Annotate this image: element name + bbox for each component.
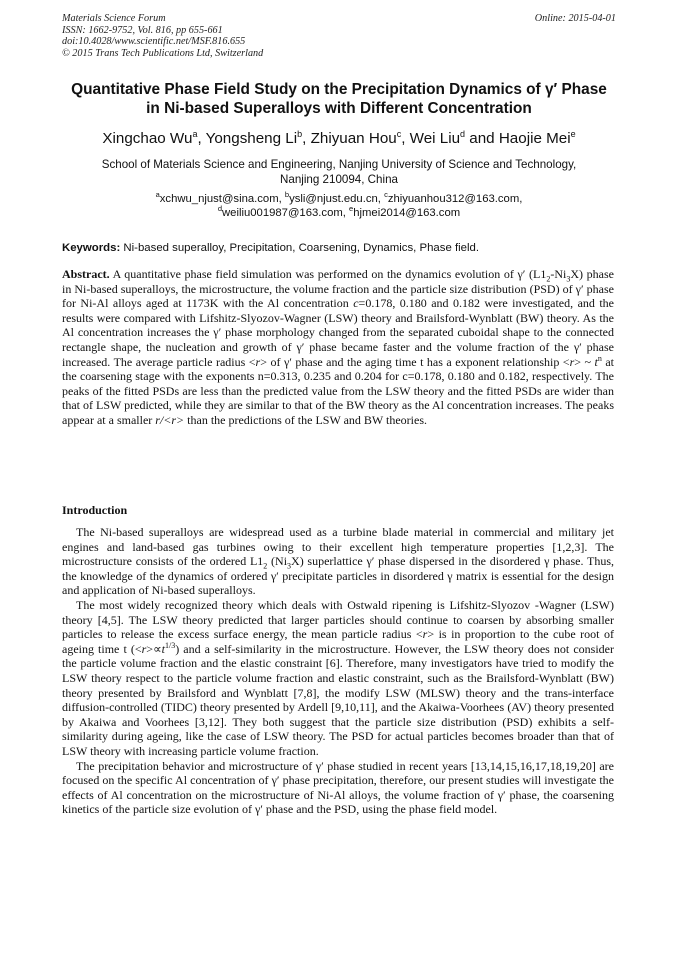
- author-mark: b: [297, 128, 303, 139]
- math-var: r: [422, 627, 428, 642]
- intro-text: The most widely recognized theory which deals with Ostwald ripening is Lifshitz-Slyozov -Wagner (LSW) theory [4,5]. The LSW theory predicted that larger particles should continue to coarsen by absorbing smaller particles to release the excess surface energy, the mean particle radius <: [62, 597, 614, 642]
- math-var: t: [594, 354, 598, 369]
- abstract-text: X) phase in Ni-based superalloys, the microstructure, the volume fraction and the particle size distribution (PSD) of γ′ phase for Ni-Al alloys aged at 1173K with the Al concentration: [62, 267, 614, 311]
- author-name: Zhiyuan Hou: [310, 130, 397, 147]
- author-separator: and: [465, 130, 499, 147]
- math-var: r: [569, 354, 575, 369]
- introduction-body: [62, 525, 614, 817]
- email-mark: e: [349, 204, 354, 214]
- intro-text: > is in proportion to the cube root of ageing time t (<: [62, 627, 614, 656]
- keywords: [62, 241, 616, 255]
- subscript: 3: [566, 274, 571, 284]
- intro-text: >∝: [146, 641, 162, 656]
- journal-issn: ISSN: 1662-9752, Vol. 816, pp 655-661: [62, 24, 223, 36]
- abstract-text: A quantitative phase field simulation was performed on the dynamics evolution of γ′ (L1: [109, 267, 547, 281]
- paper-title: [50, 80, 628, 118]
- author-mark: a: [192, 128, 198, 139]
- abstract-text: than the predictions of the LSW and BW theories.: [184, 412, 427, 427]
- title-line-1: Quantitative Phase Field Study on the Precipitation Dynamics of γ′ Phase: [71, 81, 607, 98]
- email-line-1: [58, 192, 620, 206]
- email-link[interactable]: hjmei2014@163.com: [353, 207, 461, 219]
- journal-header: [62, 13, 616, 59]
- intro-text: X) superlattice γ′ phase dispersed in the disordered γ phase. Thus, the knowledge of the dynamics of ordered γ′ precipitate particles in disordered γ matrix is essential for the design and application of Ni-based superalloys.: [62, 554, 614, 598]
- keywords-text: Ni-based superalloy, Precipitation, Coarsening, Dynamics, Phase field.: [120, 242, 479, 254]
- author-mark: c: [396, 128, 402, 139]
- intro-text: (Ni: [267, 554, 288, 569]
- journal-doi: doi:10.4028/www.scientific.net/MSF.816.655: [62, 36, 246, 48]
- email-link[interactable]: xchwu_njust@sina.com,: [159, 193, 285, 205]
- superscript: n: [597, 353, 602, 363]
- author-separator: ,: [197, 130, 206, 147]
- abstract-text: > ~: [574, 354, 595, 369]
- email-link[interactable]: weiliu001987@163.com,: [222, 207, 350, 219]
- intro-paragraph-1: [62, 525, 614, 598]
- journal-copyright: © 2015 Trans Tech Publications Ltd, Switzerland: [62, 47, 264, 59]
- abstract-text: at the coarsening stage with the exponents n=0.313, 0.235 and 0.204 for c=0.178, 0.180 and 0.182, respectively. The peaks of the fitted PSDs are less than the predicted value from the LSW theory and the fitted PSDs are wider than that of LSW predicted, while they are similar to that of the BW theory as the Al concentration increases. The peaks appear at a smaller: [62, 354, 614, 427]
- email-line-2: [58, 206, 620, 220]
- superscript: 1/3: [164, 640, 176, 650]
- abstract-paragraph: [62, 267, 614, 428]
- math-var: r: [255, 354, 261, 369]
- math-var: c: [353, 296, 359, 311]
- abstract-text: =0.178, 0.180 and 0.182 were investigated, and the results were compared with Lifshitz-Slyozov-Wagner (LSW) theory and Brailsford-Wynblatt (BW) theory. As the Al concentration increases the γ′ phase morphology changed from the separated cuboidal shape to the connected rectangle shape, the nucleation and growth of γ′ phase became faster and the volume fraction of the γ′ phase increased. The average particle radius <: [62, 296, 614, 369]
- abstract-label: Abstract.: [62, 267, 110, 281]
- author-mark: d: [460, 128, 466, 139]
- math-var: r/<r>: [155, 412, 185, 427]
- email-link[interactable]: ysli@njust.edu.cn,: [289, 193, 385, 205]
- introduction-heading: Introduction: [62, 503, 128, 517]
- email-mark: a: [155, 190, 160, 200]
- intro-paragraph-2: [62, 598, 614, 759]
- intro-text: The Ni-based superalloys are widespread used as a turbine blade material in commercial and military jet engines and land-based gas turbines owing to their excellent high temperature properties [1,2,3]. The microstructure consists of the ordered L1: [62, 525, 614, 569]
- intro-text: ) and a self-similarity in the microstructure. However, the LSW theory does not consider the particle volume fraction and the elastic constraint [6]. Therefore, many investigators have tried to modify the LSW theory respect to the particle volume fraction and elastic constraint, such as the Brailsford-Wynblatt (BW) theory presented by Brailsford and Wynblatt [7,8], the modify LSW (MLSW) theory and the trans-interface diffusion-controlled (TIDC) theory presented by Ardell [9,10,11], and the Akaiwa-Voorhees (AV) theory presented by Akaiwa and Voorhees [3,12]. They both suggest that the particle size distribution (PSD) exhibits a self-similarity during ageing, like the case of LSW theory. The PSD for actual particles becomes broader than that of LSW theory with increasing particle volume fraction.: [62, 641, 614, 758]
- keywords-label: Keywords:: [62, 242, 121, 254]
- email-list: [58, 192, 620, 220]
- subscript: 3: [287, 561, 292, 571]
- email-mark: b: [284, 190, 290, 200]
- math-var: t: [161, 641, 165, 656]
- email-mark: d: [217, 204, 223, 214]
- journal-name: Materials Science Forum: [62, 13, 166, 24]
- email-link[interactable]: zhiyuanhou312@163.com,: [387, 193, 523, 205]
- author-list: [50, 129, 628, 148]
- title-line-2: in Ni-based Superalloys with Different Concentration: [146, 100, 532, 117]
- abstract-text: > of γ′ phase and the aging time t has a exponent relationship <: [260, 354, 570, 369]
- affiliation-line-1: School of Materials Science and Engineering, Nanjing University of Science and Technology,: [101, 158, 577, 171]
- author-name: Xingchao Wu: [102, 130, 193, 147]
- author-name: Yongsheng Li: [205, 130, 298, 147]
- author-separator: ,: [401, 130, 410, 147]
- math-var: r: [141, 641, 147, 656]
- intro-paragraph-3: The precipitation behavior and microstructure of γ′ phase studied in recent years [13,14,15,16,17,18,19,20] are focused on the specific Al concentration of γ′ phase precipitation, therefore, our present studies will investigate the effects of Al concentration on the microstructure of Ni-Al alloys, the volume fraction of γ′ phase, the coarsening kinetics of the particle size evolution of γ′ phase and the PSD, using the phase field model.: [62, 758, 614, 817]
- author-mark: e: [570, 128, 576, 139]
- author-name: Wei Liu: [409, 130, 461, 147]
- online-date: Online: 2015-04-01: [534, 13, 616, 24]
- subscript: 2: [546, 274, 551, 284]
- affiliation: [58, 157, 620, 187]
- email-mark: c: [384, 190, 388, 200]
- subscript: 2: [263, 561, 268, 571]
- abstract-text: -Ni: [550, 267, 567, 281]
- affiliation-line-2: Nanjing 210094, China: [280, 173, 398, 186]
- author-name: Haojie Mei: [498, 130, 571, 147]
- author-separator: ,: [302, 130, 311, 147]
